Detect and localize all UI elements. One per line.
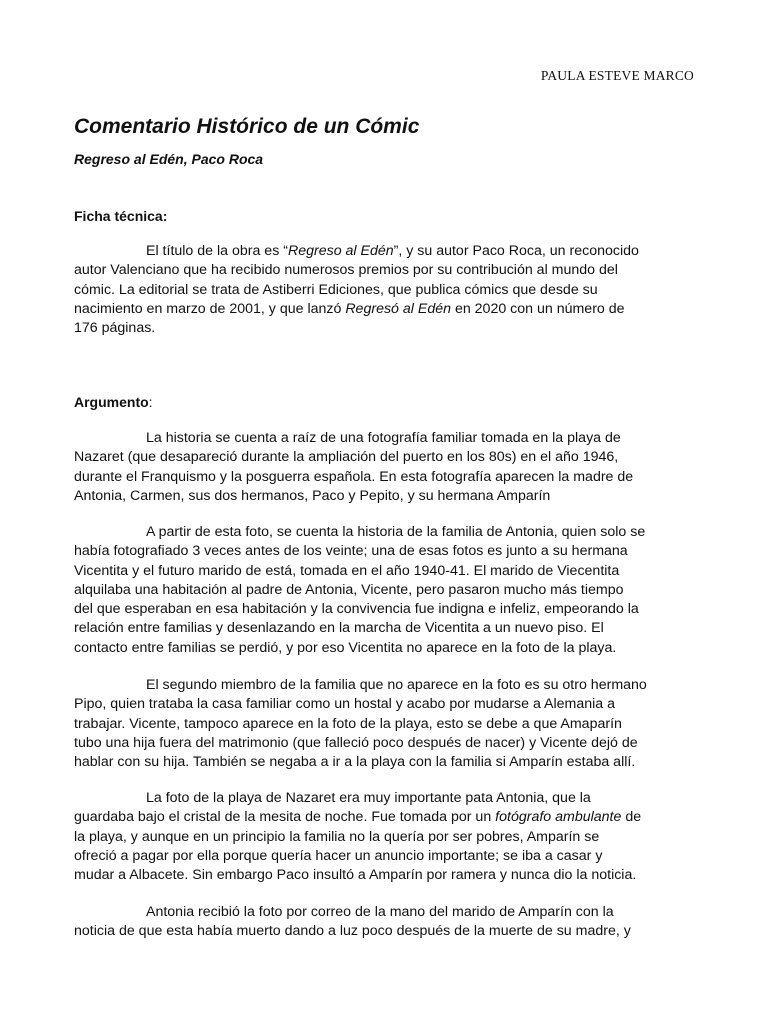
text-span: había fotografiado 3 veces antes de los veinte; una de esas fotos es junto a su hermana (74, 543, 628, 560)
text-line (74, 448, 696, 467)
text-span: ”, y su autor Paco Roca, un reconocido (393, 243, 639, 259)
section-heading-ficha-text: Ficha técnica: (74, 208, 168, 224)
text-span: durante el Franquismo y la posguerra española. En esta fotografía aparecen la madre de (74, 468, 634, 485)
italic-span: Regreso al Edén (287, 243, 394, 259)
text-span: La foto de la playa de Nazaret era muy importante pata Antonia, que la (146, 790, 591, 806)
text-span: El título de la obra es “ (146, 243, 288, 259)
paragraph-argumento-1 (74, 429, 696, 506)
text-line (74, 300, 696, 319)
text-line (74, 676, 696, 695)
text-span: la playa, y aunque en un principio la familia no la quería por ser pobres, Amparín se (74, 828, 600, 845)
text-span: autor Valenciano que ha recibido numerosos premios por su contribución al mundo del (74, 262, 618, 279)
text-line (74, 581, 696, 600)
text-span: relación entre familias y desenlazando en la marcha de Vicentita a un nuevo piso. El (74, 620, 604, 637)
text-span: Antonia recibió la foto por correo de la mano del marido de Amparín con la (146, 904, 614, 920)
text-span: hablar con su hija. También se negaba a ir a la playa con la familia si Amparín estaba allí. (74, 754, 636, 771)
italic-span: fotógrafo ambulante (495, 809, 622, 826)
text-span: de (621, 809, 642, 826)
text-span: Antonia, Carmen, sus dos hermanos, Paco y Pepito, y su hermana Amparín (74, 487, 551, 504)
text-span: 176 páginas. (74, 320, 156, 337)
text-span: alquilaba una habitación al padre de Antonia, Vicente, pero pasaron mucho más tiempo (74, 581, 624, 598)
text-line (74, 319, 696, 338)
section-heading-argumento-text: Argumento (74, 394, 149, 410)
text-span: Pipo, quien trataba la casa familiar como un hostal y acabo por mudarse a Alemania a (74, 696, 616, 713)
text-line (74, 619, 696, 638)
text-span: nacimiento en marzo de 2001, y que lanzó (74, 300, 346, 317)
text-line (74, 639, 696, 658)
text-line (74, 562, 696, 581)
text-line (74, 281, 696, 300)
text-span: ofreció a pagar por ella porque quería hacer un anuncio importante; se iba a casar y (74, 847, 603, 864)
section-heading-ficha (74, 208, 167, 224)
paragraph-argumento-2 (74, 523, 696, 658)
text-line (74, 468, 696, 487)
text-line (74, 866, 696, 885)
text-line (74, 789, 696, 808)
italic-span: Regresó al Edén (345, 300, 451, 317)
text-line (74, 715, 696, 734)
document-subtitle: Regreso al Edén, Paco Roca (74, 151, 264, 167)
text-line (74, 487, 696, 506)
section-heading-argumento-colon: : (148, 394, 153, 410)
text-line (74, 828, 696, 847)
text-span: La historia se cuenta a raíz de una fotografía familiar tomada en la playa de (146, 430, 621, 446)
text-line (74, 523, 696, 542)
document-title: Comentario Histórico de un Cómic (74, 115, 420, 138)
text-span: cómic. La editorial se trata de Astiberri Ediciones, que publica cómics que desde su (74, 281, 598, 298)
text-line (74, 542, 696, 561)
text-span: trabajar. Vicente, tampoco aparece en la foto de la playa, esto se debe a que Amaparín (74, 715, 622, 732)
text-span: del que esperaban en esa habitación y la convivencia fue indigna e infeliz, empeorando la (74, 601, 639, 618)
paragraph-argumento-3 (74, 676, 696, 772)
text-span: noticia de que esta había muerto dando a luz poco después de la muerte de su madre, y (74, 923, 631, 940)
paragraph-ficha (74, 242, 696, 338)
text-line (74, 600, 696, 619)
text-span: guardaba bajo el cristal de la mesita de noche. Fue tomada por un (74, 809, 496, 826)
paragraph-argumento-4 (74, 789, 696, 885)
text-span: A partir de esta foto, se cuenta la historia de la familia de Antonia, quien solo se (146, 524, 646, 540)
text-span: mudar a Albacete. Sin embargo Paco insultó a Amparín por ramera y nunca dio la noticia. (74, 867, 637, 884)
text-line (74, 695, 696, 714)
text-line (74, 808, 696, 827)
text-line (74, 242, 696, 261)
text-span: El segundo miembro de la familia que no aparece en la foto es su otro hermano (146, 677, 647, 693)
text-span: en 2020 con un número de (451, 300, 625, 317)
author-name: PAULA ESTEVE MARCO (540, 68, 694, 83)
text-span: contacto entre familias se perdió, y por eso Vicentita no aparece en la foto de la playa. (74, 639, 617, 656)
text-line (74, 922, 696, 941)
text-span: Nazaret (que desapareció durante la ampliación del puerto en los 80s) en el año 1946, (74, 449, 619, 466)
text-line (74, 753, 696, 772)
text-line (74, 847, 696, 866)
text-line (74, 903, 696, 922)
text-line (74, 734, 696, 753)
text-span: Vicentita y el futuro marido de está, tomada en el año 1940-41. El marido de Viecentita (74, 562, 620, 579)
section-heading-argumento (74, 394, 153, 410)
paragraph-argumento-5 (74, 903, 696, 942)
text-span: tubo una hija fuera del matrimonio (que falleció poco después de nacer) y Vicente dejó de (74, 734, 638, 751)
text-line (74, 429, 696, 448)
text-line (74, 261, 696, 280)
